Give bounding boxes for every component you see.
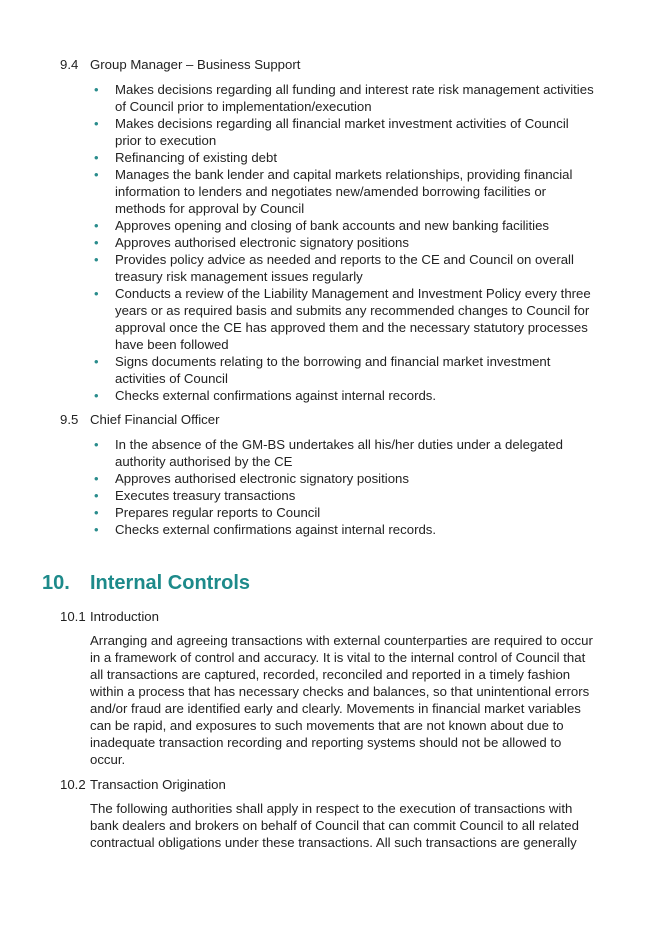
bullet-icon: • bbox=[94, 388, 99, 403]
bullet-icon: • bbox=[94, 354, 99, 369]
bullet-icon: • bbox=[94, 437, 99, 452]
section-10-1-heading bbox=[60, 608, 159, 625]
section-9-5-heading bbox=[60, 411, 220, 428]
bullet-icon: • bbox=[94, 218, 99, 233]
bullet-icon: • bbox=[94, 522, 99, 537]
list-item: • Checks external confirmations against internal records. bbox=[94, 388, 437, 403]
section-10-1-title: Introduction bbox=[90, 609, 159, 624]
section-10-1-paragraph: Arranging and agreeing transactions with external counterparties are required to occur in a framework of control and accuracy. It is vital to the internal control of Council that all transactions are captured, recorded, reconciled and reported in a timely fashion within a process that has necessary checks and balances, so that unintentional errors and/or fraud are identified early and clearly. Movements in financial market variables can be rapid, and exposures to such movements that are not known about due to inadequate transaction recording and reporting systems should not be allowed to occur. bbox=[90, 633, 593, 767]
bullet-icon: • bbox=[94, 150, 99, 165]
list-item: • Approves opening and closing of bank accounts and new banking facilities bbox=[94, 218, 550, 233]
list-item: • Executes treasury transactions bbox=[94, 488, 296, 503]
section-10-2-title: Transaction Origination bbox=[90, 777, 226, 792]
list-item: • Makes decisions regarding all financial market investment activities of Council prior to execution bbox=[94, 116, 569, 148]
list-item: • Conducts a review of the Liability Management and Investment Policy every three years or as required basis and submits any recommended changes to Council for approval once the CE has approved them and the necessary statutory processes have been followed bbox=[94, 286, 591, 352]
bullet-icon: • bbox=[94, 235, 99, 250]
section-10-2-paragraph: The following authorities shall apply in respect to the execution of transactions with bank dealers and brokers on behalf of Council that can commit Council to all related contractual obligations under these transactions. All such transactions are generally bbox=[90, 801, 579, 850]
section-10-1-number: 10.1 bbox=[60, 609, 86, 624]
list-item: • Prepares regular reports to Council bbox=[94, 505, 321, 520]
list-item: • Refinancing of existing debt bbox=[94, 150, 278, 165]
list-item: • Checks external confirmations against internal records. bbox=[94, 522, 437, 537]
list-item: • Manages the bank lender and capital markets relationships, providing financial information to lenders and negotiates new/amended borrowing facilities or methods for approval by Council bbox=[94, 167, 573, 216]
section-9-5-number: 9.5 bbox=[60, 412, 79, 427]
section-9-5-title: Chief Financial Officer bbox=[90, 412, 220, 427]
list-item: • Approves authorised electronic signatory positions bbox=[94, 471, 409, 486]
section-9-5-bullet-list bbox=[88, 436, 598, 538]
section-10-heading bbox=[42, 572, 251, 594]
list-item: • Provides policy advice as needed and reports to the CE and Council on overall treasury risk management issues regularly bbox=[94, 252, 574, 284]
bullet-icon: • bbox=[94, 471, 99, 486]
section-9-4-title: Group Manager – Business Support bbox=[90, 57, 301, 72]
list-item: • Signs documents relating to the borrowing and financial market investment activities of Council bbox=[94, 354, 551, 386]
bullet-icon: • bbox=[94, 82, 99, 97]
bullet-icon: • bbox=[94, 167, 99, 182]
bullet-icon: • bbox=[94, 505, 99, 520]
bullet-icon: • bbox=[94, 488, 99, 503]
section-9-4-heading bbox=[60, 56, 300, 73]
section-9-4-bullet-list bbox=[88, 81, 598, 404]
list-item: • In the absence of the GM-BS undertakes all his/her duties under a delegated authority authorised by the CE bbox=[94, 437, 563, 469]
list-item: • Approves authorised electronic signatory positions bbox=[94, 235, 409, 250]
section-10-title: Internal Controls bbox=[90, 572, 251, 594]
list-item: • Makes decisions regarding all funding and interest rate risk management activities of Council prior to implementation/execution bbox=[94, 82, 594, 114]
section-10-number: 10. bbox=[42, 572, 70, 594]
section-10-2-number: 10.2 bbox=[60, 777, 86, 792]
section-9-4-number: 9.4 bbox=[60, 57, 79, 72]
bullet-icon: • bbox=[94, 252, 99, 267]
bullet-icon: • bbox=[94, 116, 99, 131]
section-10-2-heading bbox=[60, 776, 226, 793]
bullet-icon: • bbox=[94, 286, 99, 301]
